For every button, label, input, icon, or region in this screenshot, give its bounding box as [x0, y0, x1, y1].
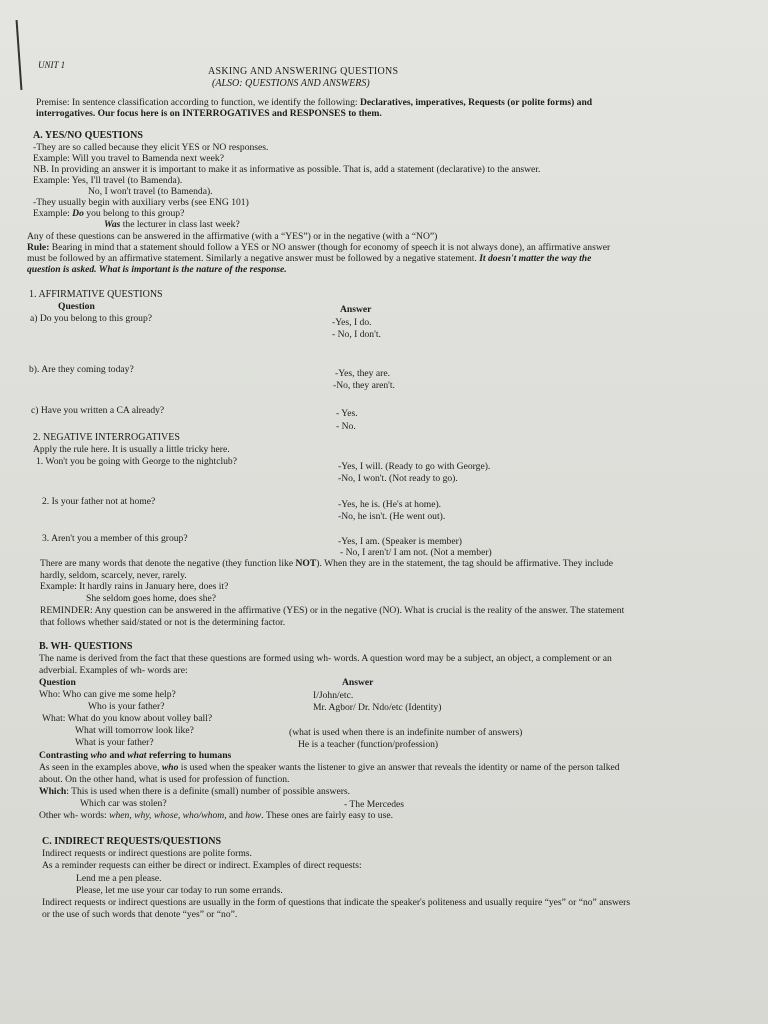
wh-question: What: What do you know about volley ball? [42, 713, 213, 724]
section-b-line: adverbial. Examples of wh- words are: [39, 665, 188, 676]
wh-answer: (what is used when there is an indefinite number of answers) [289, 727, 523, 738]
answer-item: -No, I won't. (Not ready to go). [338, 473, 458, 484]
answer-item: -Yes, I do. [332, 317, 372, 328]
section-c-line: or the use of such words that denote “yes” or “no”. [42, 909, 238, 920]
section-a-line: -They usually begin with auxiliary verbs (see ENG 101) [33, 197, 249, 208]
rule-line-2: must be followed by an affirmative statement. Similarly a negative answer must be followed by a negative statement. It doesn't matter the way the [27, 253, 592, 264]
unit-label: UNIT 1 [38, 60, 66, 70]
answer-item: - No, I don't. [332, 329, 381, 340]
wh-question: What is your father? [75, 737, 154, 748]
section-c-heading: C. INDIRECT REQUESTS/QUESTIONS [42, 836, 222, 847]
which-question: Which car was stolen? [80, 798, 167, 809]
section-c-line: Indirect requests or indirect questions are usually in the form of questions that indicate the speaker's politeness and usually require “yes” or “no” answers [42, 897, 631, 908]
section-c-line: As a reminder requests can either be direct or indirect. Examples of direct requests: [42, 860, 362, 871]
column-header-question: Question [58, 301, 95, 312]
wh-column-answer: Answer [342, 677, 374, 688]
other-wh-line: Other wh- words: when, why, whose, who/whom, and how. These ones are fairly easy to use. [39, 810, 393, 821]
direct-request-example: Please, let me use your car today to run some errands. [76, 885, 283, 896]
contrast-heading: Contrasting who and what referring to humans [39, 750, 232, 761]
negative-heading: 2. NEGATIVE INTERROGATIVES [33, 432, 180, 443]
section-a-line: Example: Do you belong to this group? [33, 208, 185, 219]
wh-answer: I/John/etc. [313, 690, 354, 701]
section-a-line: Example: Yes, I'll travel (to Bamenda). [33, 175, 183, 186]
negative-text-line: There are many words that denote the negative (they function like NOT). When they are in the statement, the tag should be affirmative. They include [40, 558, 614, 569]
answer-item: - No, I aren't/ I am not. (Not a member) [340, 547, 492, 558]
direct-request-example: Lend me a pen please. [76, 873, 162, 884]
section-a-line: No, I won't travel (to Bamenda). [88, 186, 213, 197]
section-b-heading: B. WH- QUESTIONS [39, 641, 133, 652]
answer-item: -Yes, they are. [335, 368, 390, 379]
rule-line-1: Rule: Bearing in mind that a statement should follow a YES or NO answer (though for economy of speech it is not always done), an affirmative answer [27, 242, 611, 253]
answer-item: - No. [336, 421, 356, 432]
premise-line-1: Premise: In sentence classification according to function, we identify the following: Declaratives, imperatives, Requests (or polite forms) and [36, 97, 593, 108]
section-c-line: Indirect requests or indirect questions are polite forms. [42, 848, 252, 859]
page-title: ASKING AND ANSWERING QUESTIONS [208, 66, 399, 77]
reminder-line: REMINDER: Any question can be answered in the affirmative (YES) or in the negative (NO). What is crucial is the reality of the answer. The statement [40, 605, 625, 616]
answer-item: -No, he isn't. (He went out). [338, 511, 446, 522]
negative-text-line: Example: It hardly rains in January here, does it? [40, 581, 229, 592]
which-answer: - The Mercedes [344, 799, 405, 810]
page-subtitle: (ALSO: QUESTIONS AND ANSWERS) [212, 78, 370, 89]
question-item: b). Are they coming today? [29, 364, 134, 375]
column-header-answer: Answer [340, 304, 372, 315]
question-item: 3. Aren't you a member of this group? [42, 533, 188, 544]
answer-item: -Yes, he is. (He's at home). [338, 499, 442, 510]
answer-item: - Yes. [336, 408, 358, 419]
section-a-line: NB. In providing an answer it is important to make it as informative as possible. That is, add a statement (declarative) to the answer. [33, 164, 541, 175]
contrast-line: As seen in the examples above, who is used when the speaker wants the listener to give an answer that reveals the identity or name of the person talked [39, 762, 620, 773]
wh-question: What will tomorrow look like? [75, 725, 194, 736]
question-item: a) Do you belong to this group? [30, 313, 153, 324]
wh-answer: He is a teacher (function/profession) [298, 739, 439, 750]
question-item: 2. Is your father not at home? [42, 496, 156, 507]
which-line: Which: This is used when there is a definite (small) number of possible answers. [39, 786, 351, 797]
section-a-line: Any of these questions can be answered in the affirmative (with a “YES”) or in the negative (with a “NO”) [27, 231, 438, 242]
section-a-line: Example: Will you travel to Bamenda next week? [33, 153, 224, 164]
wh-column-question: Question [39, 677, 76, 688]
section-a-heading: A. YES/NO QUESTIONS [33, 130, 143, 141]
negative-text-line: hardly, seldom, scarcely, never, rarely. [40, 570, 187, 581]
wh-question: Who is your father? [88, 701, 165, 712]
question-item: 1. Won't you be going with George to the nightclub? [36, 456, 237, 467]
wh-answer: Mr. Agbor/ Dr. Ndo/etc (Identity) [313, 702, 442, 713]
wh-question: Who: Who can give me some help? [39, 689, 176, 700]
question-item: c) Have you written a CA already? [31, 405, 165, 416]
answer-item: -Yes, I am. (Speaker is member) [338, 536, 462, 547]
negative-text-line: She seldom goes home, does she? [86, 593, 217, 604]
affirmative-heading: 1. AFFIRMATIVE QUESTIONS [29, 289, 163, 300]
rule-line-3: question is asked. What is important is the nature of the response. [27, 264, 287, 275]
section-a-line: Was the lecturer in class last week? [104, 219, 240, 230]
margin-pen-mark [16, 20, 23, 90]
answer-item: -No, they aren't. [333, 380, 395, 391]
contrast-line: about. On the other hand, what is used for profession of function. [39, 774, 290, 785]
section-a-line: -They are so called because they elicit YES or NO responses. [33, 142, 269, 153]
negative-line: Apply the rule here. It is usually a little tricky here. [33, 444, 230, 455]
premise-line-2: interrogatives. Our focus here is on INTERROGATIVES and RESPONSES to them. [36, 108, 382, 119]
answer-item: -Yes, I will. (Ready to go with George). [338, 461, 491, 472]
reminder-line: that follows whether said/stated or not is the determining factor. [40, 617, 286, 628]
section-b-line: The name is derived from the fact that these questions are formed using wh- words. A question word may be a subject, an object, a complement or an [39, 653, 612, 664]
